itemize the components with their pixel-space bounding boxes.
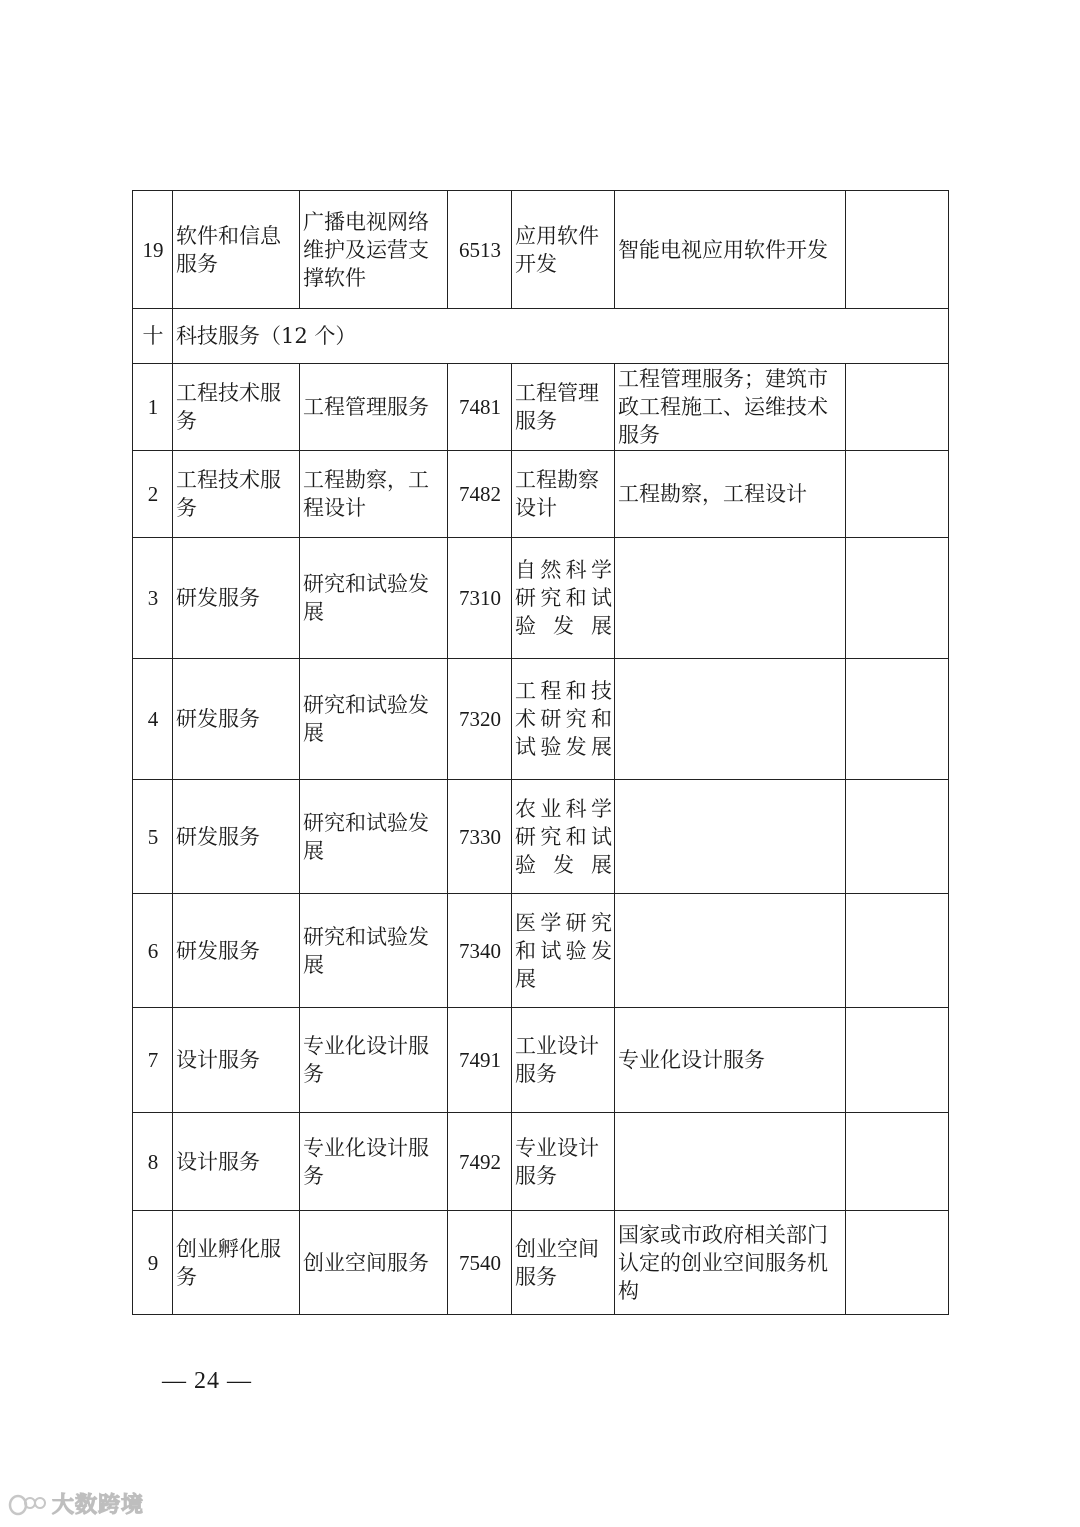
industry-cell: 工程管理服务 (512, 364, 615, 451)
category-cell: 研发服务 (173, 780, 300, 894)
category-cell: 软件和信息服务 (173, 191, 300, 309)
note-cell (846, 1211, 949, 1315)
subcategory-cell: 研究和试验发展 (300, 780, 448, 894)
table-row (133, 1211, 949, 1315)
category-cell: 研发服务 (173, 538, 300, 659)
table-row (133, 659, 949, 780)
note-cell (846, 780, 949, 894)
note-cell (846, 538, 949, 659)
code-cell: 7492 (448, 1113, 512, 1211)
subcategory-cell: 研究和试验发展 (300, 659, 448, 780)
section-title: 科技服务（12 个） (173, 309, 949, 364)
subcategory-cell: 广播电视网络维护及运营支撑软件 (300, 191, 448, 309)
table-row (133, 894, 949, 1008)
row-number: 3 (133, 538, 173, 659)
section-row (133, 309, 949, 364)
category-cell: 设计服务 (173, 1113, 300, 1211)
row-number: 6 (133, 894, 173, 1008)
description-cell: 智能电视应用软件开发 (615, 191, 846, 309)
category-cell: 设计服务 (173, 1008, 300, 1113)
note-cell (846, 451, 949, 538)
row-number: 8 (133, 1113, 173, 1211)
industry-cell: 应用软件开发 (512, 191, 615, 309)
row-number: 7 (133, 1008, 173, 1113)
row-number: 9 (133, 1211, 173, 1315)
row-number: 5 (133, 780, 173, 894)
category-cell: 研发服务 (173, 894, 300, 1008)
description-cell (615, 538, 846, 659)
category-cell: 创业孵化服务 (173, 1211, 300, 1315)
description-cell (615, 780, 846, 894)
category-cell: 研发服务 (173, 659, 300, 780)
row-number: 19 (133, 191, 173, 309)
code-cell: 7310 (448, 538, 512, 659)
note-cell (846, 1008, 949, 1113)
industry-cell: 工程和技术研究和试验发展 (512, 659, 615, 780)
note-cell (846, 364, 949, 451)
subcategory-cell: 研究和试验发展 (300, 538, 448, 659)
industry-cell: 创业空间服务 (512, 1211, 615, 1315)
code-cell: 7330 (448, 780, 512, 894)
subcategory-cell: 专业化设计服务 (300, 1113, 448, 1211)
page-number: — 24 — (162, 1368, 252, 1394)
category-cell: 工程技术服务 (173, 451, 300, 538)
description-cell (615, 659, 846, 780)
table-row (133, 1008, 949, 1113)
subcategory-cell: 研究和试验发展 (300, 894, 448, 1008)
category-cell: 工程技术服务 (173, 364, 300, 451)
description-cell: 国家或市政府相关部门认定的创业空间服务机构 (615, 1211, 846, 1315)
row-number: 1 (133, 364, 173, 451)
row-number: 2 (133, 451, 173, 538)
description-cell (615, 1113, 846, 1211)
subcategory-cell: 创业空间服务 (300, 1211, 448, 1315)
table-row (133, 538, 949, 659)
note-cell (846, 894, 949, 1008)
watermark (8, 1488, 144, 1519)
industry-cell: 工业设计服务 (512, 1008, 615, 1113)
code-cell: 7340 (448, 894, 512, 1008)
industry-cell: 农业科学研究和试验发展 (512, 780, 615, 894)
code-cell: 6513 (448, 191, 512, 309)
table-row (133, 364, 949, 451)
table-row (133, 191, 949, 309)
industry-cell: 医学研究和试验发展 (512, 894, 615, 1008)
section-number: 十 (133, 309, 173, 364)
description-cell: 工程勘察，工程设计 (615, 451, 846, 538)
code-cell: 7491 (448, 1008, 512, 1113)
code-cell: 7540 (448, 1211, 512, 1315)
subcategory-cell: 专业化设计服务 (300, 1008, 448, 1113)
subcategory-cell: 工程管理服务 (300, 364, 448, 451)
watermark-text: 大数跨境 (52, 1493, 145, 1518)
note-cell (846, 1113, 949, 1211)
brand-logo-icon (8, 1491, 48, 1517)
note-cell (846, 191, 949, 309)
description-cell: 专业化设计服务 (615, 1008, 846, 1113)
row-number: 4 (133, 659, 173, 780)
note-cell (846, 659, 949, 780)
subcategory-cell: 工程勘察，工程设计 (300, 451, 448, 538)
code-cell: 7481 (448, 364, 512, 451)
table-row (133, 1113, 949, 1211)
industry-cell: 工程勘察设计 (512, 451, 615, 538)
table-row (133, 451, 949, 538)
industry-table (132, 190, 949, 1315)
description-cell (615, 894, 846, 1008)
table-row (133, 780, 949, 894)
code-cell: 7320 (448, 659, 512, 780)
description-cell: 工程管理服务；建筑市政工程施工、运维技术服务 (615, 364, 846, 451)
industry-cell: 专业设计服务 (512, 1113, 615, 1211)
industry-cell: 自然科学研究和试验发展 (512, 538, 615, 659)
code-cell: 7482 (448, 451, 512, 538)
